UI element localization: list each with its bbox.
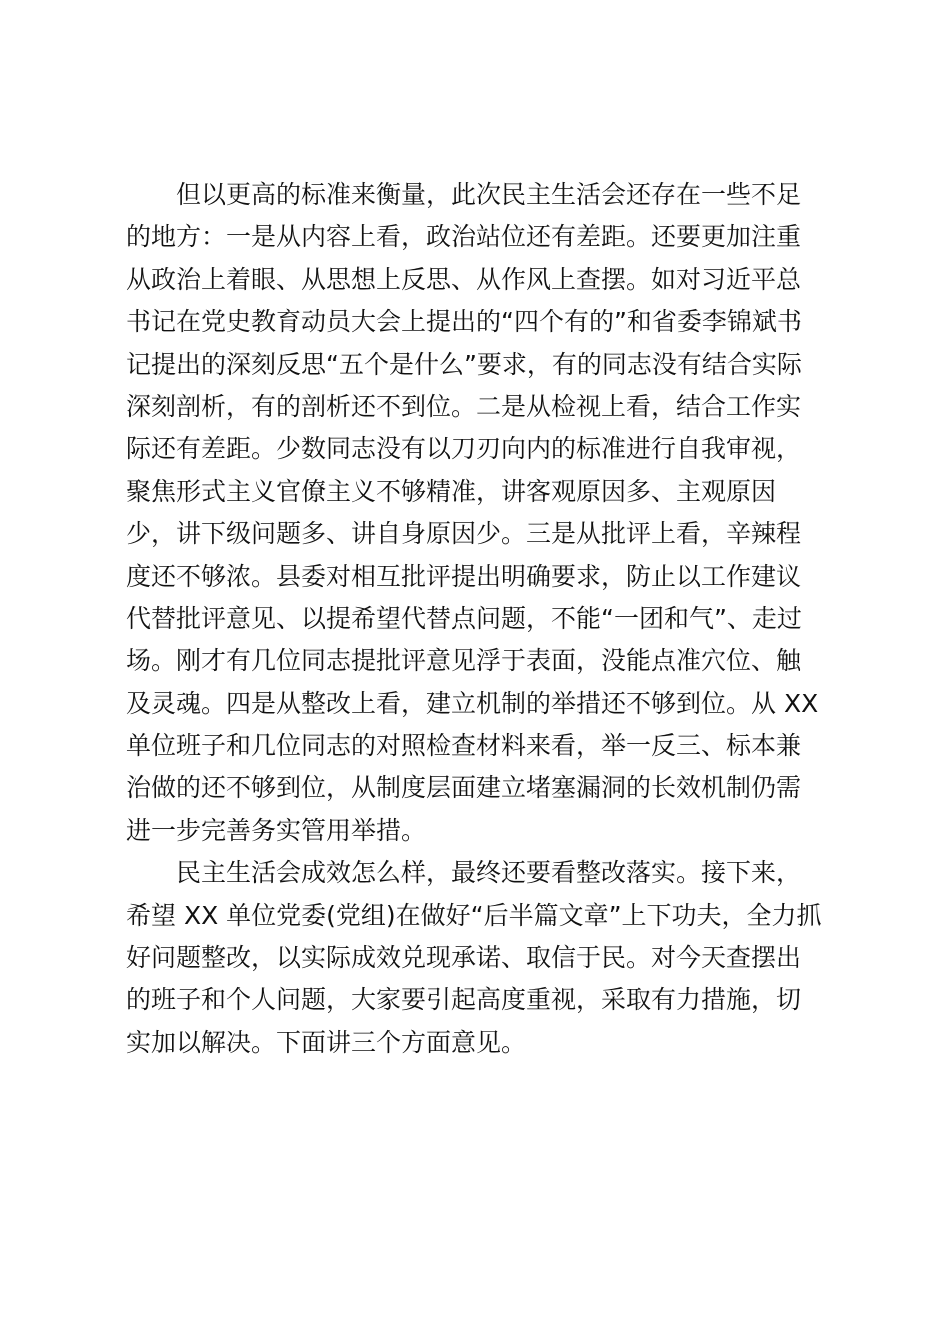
text-line: 度还不够浓。县委对相互批评提出明确要求，防止以工作建议 xyxy=(126,561,802,591)
text-line: 代替批评意见、以提希望代替点问题，不能“一团和气”、走过 xyxy=(126,603,802,633)
text-line: 希望 XX 单位党委(党组)在做好“后半篇文章”上下功夫，全力抓 xyxy=(126,900,822,930)
text-line: 好问题整改，以实际成效兑现承诺、取信于民。对今天查摆出 xyxy=(126,943,802,973)
text-line: 单位班子和几位同志的对照检查材料来看，举一反三、标本兼 xyxy=(126,731,802,761)
text-line: 进一步完善务实管用举措。 xyxy=(126,815,427,845)
text-line: 及灵魂。四是从整改上看，建立机制的举措还不够到位。从 XX xyxy=(126,688,819,718)
paragraph-1 xyxy=(126,174,836,852)
paragraph-2 xyxy=(126,852,836,1064)
text-line: 但以更高的标准来衡量，此次民主生活会还存在一些不足 xyxy=(176,180,802,209)
text-line: 书记在党史教育动员大会上提出的“四个有的”和省委李锦斌书 xyxy=(126,307,802,337)
text-line: 民主生活会成效怎么样，最终还要看整改落实。接下来， xyxy=(176,858,802,888)
text-line: 聚焦形式主义官僚主义不够精准，讲客观原因多、主观原因 xyxy=(126,476,777,506)
text-line: 少，讲下级问题多、讲自身原因少。三是从批评上看，辛辣程 xyxy=(126,519,802,549)
text-line: 场。刚才有几位同志提批评意见浮于表面，没能点准穴位、触 xyxy=(126,646,802,676)
text-line: 从政治上着眼、从思想上反思、从作风上查摆。如对习近平总 xyxy=(126,264,802,294)
text-line: 深刻剖析，有的剖析还不到位。二是从检视上看，结合工作实 xyxy=(126,391,802,421)
text-line: 记提出的深刻反思“五个是什么”要求，有的同志没有结合实际 xyxy=(126,349,802,379)
text-line: 的地方：一是从内容上看，政治站位还有差距。还要更加注重 xyxy=(126,222,802,252)
text-line: 的班子和个人问题，大家要引起高度重视，采取有力措施，切 xyxy=(126,985,802,1015)
text-line: 实加以解决。下面讲三个方面意见。 xyxy=(126,1027,527,1057)
document-body xyxy=(126,174,836,1064)
text-line: 治做的还不够到位，从制度层面建立堵塞漏洞的长效机制仍需 xyxy=(126,773,802,803)
text-line: 际还有差距。少数同志没有以刀刃向内的标准进行自我审视， xyxy=(126,434,802,464)
